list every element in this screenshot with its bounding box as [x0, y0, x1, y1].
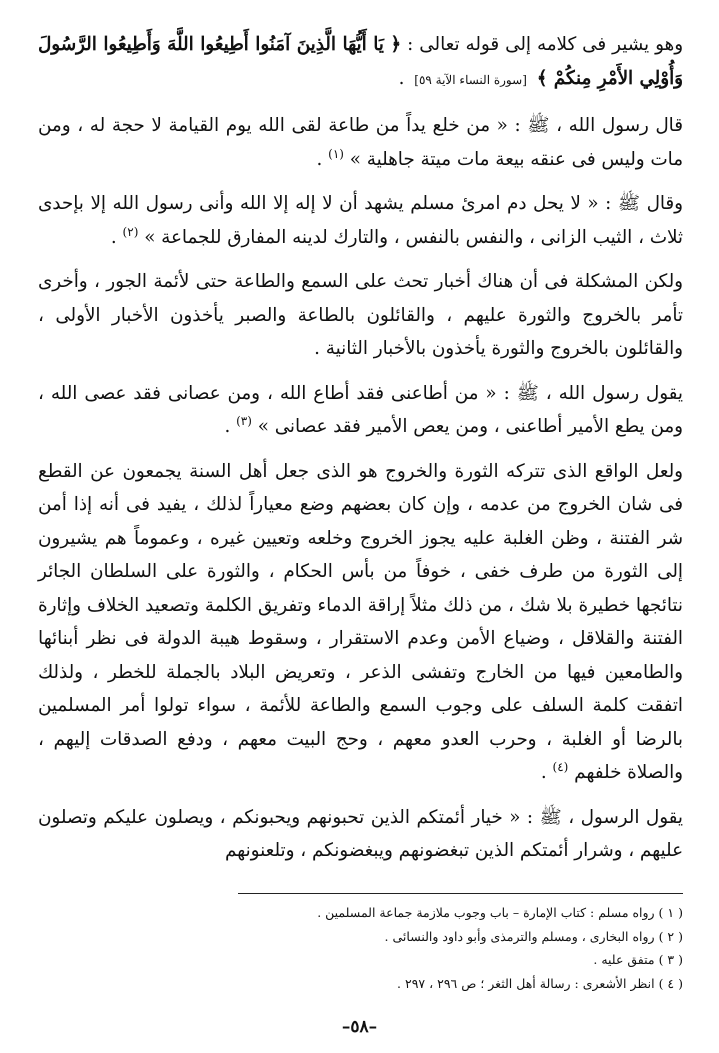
paragraph-end: . — [540, 762, 547, 783]
paragraph-text: ولعل الواقع الذى تتركه الثورة والخروج هو الذى جعل أهل السنة يجمعون عن القطع فى شان الخروج من عدمه ، وإن كان بعضهم وضع معياراً لذلك ، يفيد فى أنه إذا أمن شر الفتنة ، وظن الغلبة عليه يجوز الخروج وخلعه وتعيين غيره ، وعموماً هم يشيرون إلى الثورة من طرف خفى ، خوفاً من بأس الحكام ، والثورة على السلطان الجائر نتائجها خطيرة بلا شك ، من ذلك مثلاً إراقة الدماء وتفريق الكلمة وتصعيد الخلاف وإثارة الفتنة والقلاقل ، وضياع الأمن وعدم الاستقرار ، وسقوط هيبة الدولة فى نظر أبنائها والطامعين فيها من الخارج وتفشى الذعر ، وتعريض البلاد بالجملة للخطر ، ولذلك اتفقت كلمة السلف على وجوب السمع والطاعة للأئمة ، سواء تولوا أمر المسلمين بالرضا أو الغلبة ، وحرب العدو معهم ، وحج البيت معهم ، ودفع الصدقات إليهم ، والصلاة خلفهم — [38, 460, 683, 783]
paragraph-problem — [38, 265, 683, 366]
paragraph-end: . — [398, 67, 405, 89]
paragraph-text: ولكن المشكلة فى أن هناك أخبار تحث على السمع والطاعة حتى لأئمة الجور ، وأخرى تأمر بالخروج والثورة عليهم ، والقائلون بالطاعة والصبر يأخذون الأخبار الأولى ، والقائلون بالخروج والثورة يأخذون بالأخبار الثانية . — [38, 271, 683, 359]
paragraph-text: قال رسول الله ، ﷺ : « من خلع يداً من طاعة لقى الله يوم القيامة لا حجة له ، ومن مات وليس فى عنقه بيعة مات ميتة جاهلية » — [38, 115, 683, 170]
paragraph-hadith-2 — [38, 187, 683, 254]
footnote-2: ( ٢ ) رواه البخارى ، ومسلم والترمذى وأبو داود والنسائى . — [384, 928, 683, 944]
footnote-marker: (٤) — [552, 759, 569, 774]
footnote-1: ( ١ ) رواه مسلم : كتاب الإمارة – باب وجوب ملازمة جماعة المسلمين . — [317, 905, 683, 920]
paragraph-hadith-3 — [38, 377, 683, 444]
paragraph-hadith-1 — [38, 109, 683, 176]
paragraph-intro: وهو يشير فى كلامه إلى قوله تعالى : — [407, 34, 684, 55]
paragraph-quran-verse — [38, 28, 683, 97]
footnote-3: ( ٣ ) متفق عليه . — [593, 952, 683, 967]
page-number: –٥٨– — [341, 1017, 378, 1037]
verse-reference: [سورة النساء الآية ٥٩] — [414, 72, 527, 87]
footnotes — [38, 901, 683, 995]
footnote-separator — [238, 893, 683, 894]
footnote-marker: (٣) — [236, 413, 252, 428]
footnote-4: ( ٤ ) انظر الأشعرى : رسالة أهل الثغر ؛ ص ٢٩٦ ، ٢٩٧ . — [397, 975, 683, 991]
footnote-marker: (٢) — [122, 224, 139, 239]
footnote-marker: (١) — [328, 146, 344, 161]
paragraph-hadith-4 — [38, 801, 683, 868]
paragraph-discussion — [38, 455, 683, 790]
paragraph-end: . — [110, 226, 117, 248]
paragraph-text: يقول رسول الله ، ﷺ : « من أطاعنى فقد أطاع الله ، ومن عصانى فقد عصى الله ، ومن يطع الأمير أطاعنى ، ومن يعص الأمير فقد عصانى » — [38, 382, 683, 437]
quran-verse: ﴿ يَا أَيُّهَا الَّذِينَ آمَنُوا أَطِيعُوا اللَّهَ وَأَطِيعُوا الرَّسُولَ وَأُوْلِي الأَمْرِ مِنكُمْ ﴾ — [38, 34, 683, 89]
paragraph-text: وقال ﷺ : « لا يحل دم امرئ مسلم يشهد أن لا إله إلا الله وأنى رسول الله إلا بإحدى ثلاث ، الثيب الزانى ، والنفس بالنفس ، والتارك لدينه المفارق للجماعة » — [38, 193, 683, 248]
main-text — [38, 28, 683, 879]
paragraph-end: . — [316, 148, 323, 170]
paragraph-text: يقول الرسول ، ﷺ : « خيار أئمتكم الذين تحبونهم ويحبونكم ، ويصلون عليكم وتصلون عليهم ، وشرار أئمتكم الذين تبغضونهم ويبغضونكم ، وتلعنونهم — [38, 806, 683, 861]
paragraph-end: . — [224, 416, 231, 437]
